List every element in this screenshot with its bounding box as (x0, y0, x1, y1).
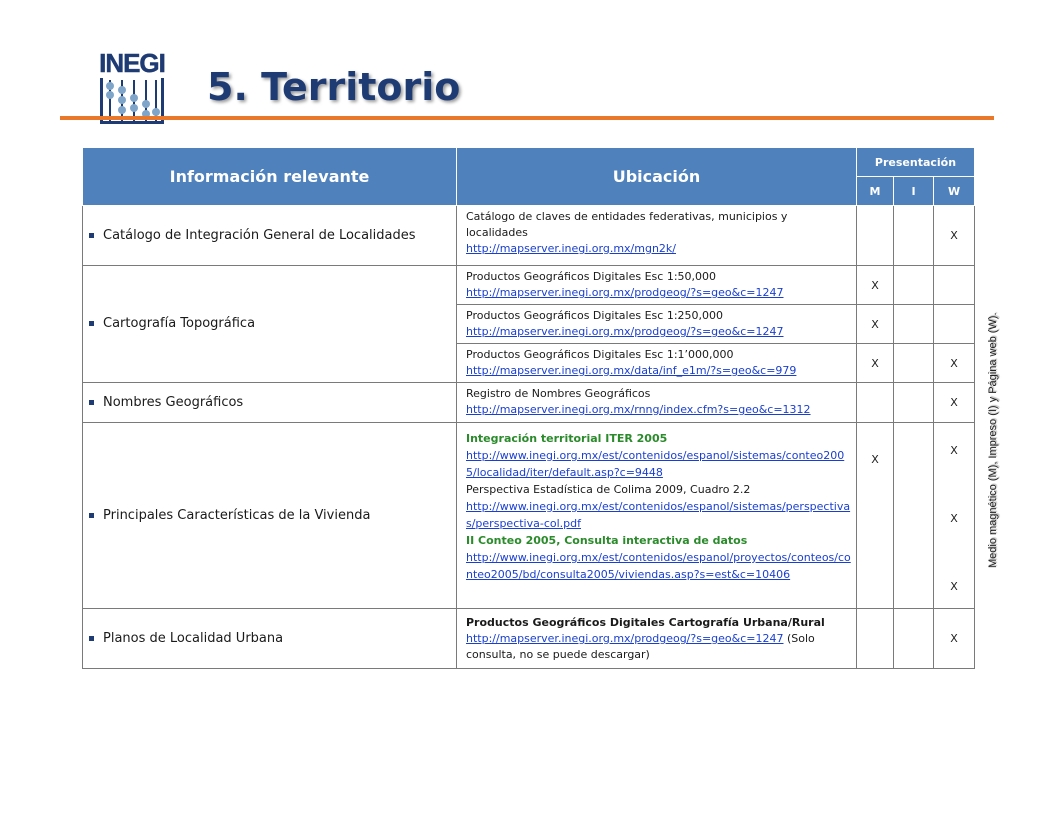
mark-m (857, 383, 894, 423)
location-cell (457, 609, 857, 669)
mark-w (934, 266, 975, 305)
row-label: Nombres Geográficos (103, 394, 450, 412)
location-note: (Solo consulta, no se puede descargar) (466, 632, 815, 661)
mark-m: X (857, 344, 894, 383)
location-link[interactable]: http://www.inegi.org.mx/est/contenidos/espanol/proyectos/conteos/conteo2005/bd/consulta2005/viviendas.asp?s=est&c=10406 (466, 551, 851, 581)
location-link[interactable]: http://mapserver.inegi.org.mx/prodgeog/?s=geo&c=1247 (466, 286, 784, 299)
mark-i (894, 423, 934, 609)
location-desc: Productos Geográficos Digitales Esc 1:1’000,000 (466, 348, 734, 361)
header-m: M (857, 177, 894, 206)
location-link[interactable]: http://www.inegi.org.mx/est/contenidos/espanol/sistemas/conteo2005/localidad/iter/default.asp?c=9448 (466, 449, 845, 479)
row-label-cell (83, 609, 457, 669)
mark-w-group (934, 423, 975, 609)
location-desc: Productos Geográficos Digitales Cartografía Urbana/Rural (466, 616, 825, 629)
location-desc: Registro de Nombres Geográficos (466, 387, 651, 400)
info-table (82, 147, 975, 669)
mark-m: X (857, 305, 894, 344)
location-link[interactable]: http://mapserver.inegi.org.mx/mgn2k/ (466, 242, 676, 255)
header-w: W (934, 177, 975, 206)
mark-i (894, 305, 934, 344)
mark-w: X (950, 580, 958, 593)
table-row (83, 609, 975, 669)
location-cell (457, 344, 857, 383)
location-desc: Integración territorial ITER 2005 (466, 432, 668, 445)
mark-i (894, 266, 934, 305)
location-cell (457, 383, 857, 423)
row-label: Catálogo de Integración General de Localidades (103, 227, 450, 245)
header-rule (60, 116, 994, 120)
row-label-cell (83, 383, 457, 423)
location-cell (457, 305, 857, 344)
table-row (83, 423, 975, 609)
logo-text: INEGI (99, 48, 165, 78)
mark-w: X (950, 512, 958, 525)
location-desc: Productos Geográficos Digitales Esc 1:50,000 (466, 270, 717, 283)
row-label: Cartografía Topográfica (103, 315, 450, 333)
row-label: Planos de Localidad Urbana (103, 630, 450, 648)
mark-w: X (934, 383, 975, 423)
header-info: Información relevante (83, 148, 457, 206)
mark-m: X (857, 266, 894, 305)
mark-w: X (934, 344, 975, 383)
table-row (83, 266, 975, 305)
row-label: Principales Características de la Vivienda (103, 507, 450, 525)
location-desc: Productos Geográficos Digitales Esc 1:250,000 (466, 309, 724, 322)
location-link[interactable]: http://mapserver.inegi.org.mx/data/inf_e1m/?s=geo&c=979 (466, 364, 797, 377)
location-desc: Perspectiva Estadística de Colima 2009, Cuadro 2.2 (466, 483, 751, 496)
header-i: I (894, 177, 934, 206)
location-link[interactable]: http://mapserver.inegi.org.mx/prodgeog/?s=geo&c=1247 (466, 632, 784, 645)
location-link[interactable]: http://www.inegi.org.mx/est/contenidos/espanol/sistemas/perspectivas/perspectiva-col.pdf (466, 500, 851, 530)
mark-i (894, 344, 934, 383)
header-ubicacion: Ubicación (457, 148, 857, 206)
page-title: 5. Territorio (207, 65, 461, 109)
mark-w: X (934, 609, 975, 669)
mark-w: X (934, 206, 975, 266)
location-cell (457, 423, 857, 609)
location-link[interactable]: http://mapserver.inegi.org.mx/prodgeog/?s=geo&c=1247 (466, 325, 784, 338)
row-label-cell (83, 266, 457, 383)
mark-m: X (857, 423, 894, 609)
row-label-cell (83, 206, 457, 266)
table-row (83, 206, 975, 266)
mark-i (894, 383, 934, 423)
mark-w (934, 305, 975, 344)
mark-i (894, 609, 934, 669)
inegi-logo (96, 50, 168, 126)
location-desc: Catálogo de claves de entidades federativas, municipios y localidades (466, 210, 788, 239)
mark-w: X (950, 444, 958, 457)
table-row (83, 383, 975, 423)
location-cell (457, 266, 857, 305)
row-label-cell (83, 423, 457, 609)
location-link[interactable]: http://mapserver.inegi.org.mx/rnng/index.cfm?s=geo&c=1312 (466, 403, 811, 416)
location-desc: II Conteo 2005, Consulta interactiva de datos (466, 534, 748, 547)
mark-m (857, 206, 894, 266)
location-cell (457, 206, 857, 266)
mark-i (894, 206, 934, 266)
side-legend: Medio magnético (M), Impreso (I) y Página web (W). (987, 312, 999, 568)
mark-m (857, 609, 894, 669)
header-presentacion: Presentación (857, 148, 975, 177)
